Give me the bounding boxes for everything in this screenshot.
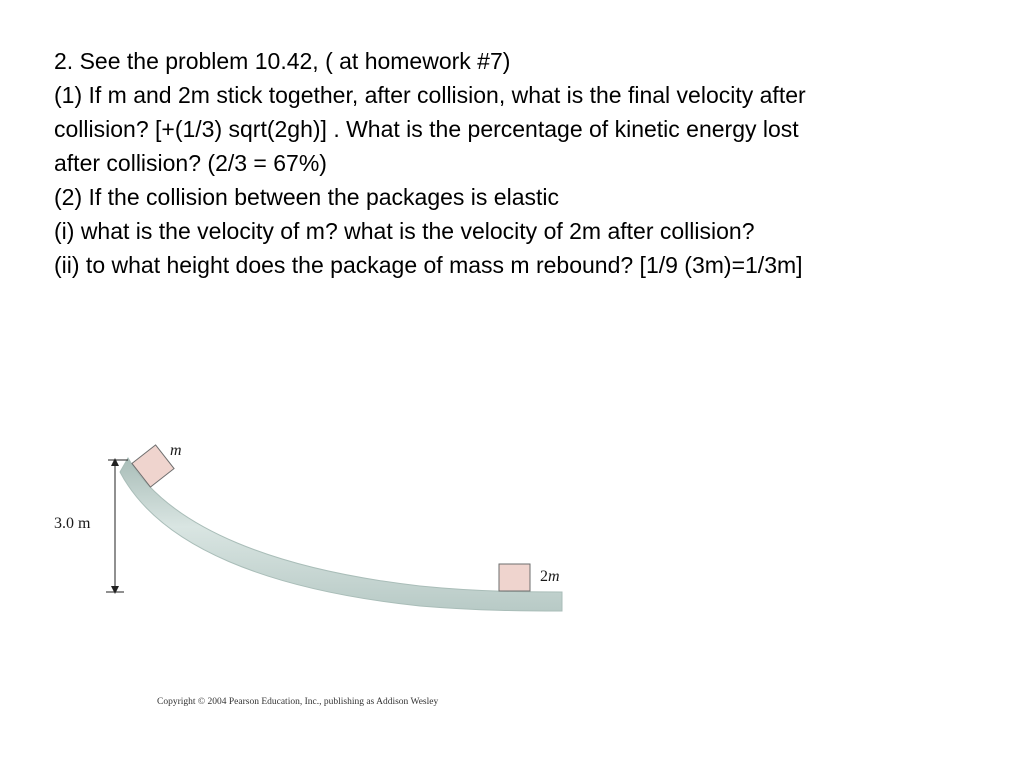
problem-line-1: 2. See the problem 10.42, ( at homework #7)	[54, 48, 511, 74]
problem-line-3: collision? [+(1/3) sqrt(2gh)] . What is the percentage of kinetic energy lost	[54, 116, 799, 142]
problem-text	[54, 44, 1004, 282]
problem-line-7: (ii) to what height does the package of mass m rebound? [1/9 (3m)=1/3m]	[54, 252, 803, 278]
mass-2m-label: 2m	[540, 568, 560, 585]
height-arrow-bottom	[111, 586, 119, 594]
copyright-text: Copyright © 2004 Pearson Education, Inc., publishing as Addison Wesley	[157, 697, 439, 707]
ramp-figure	[0, 420, 620, 720]
problem-line-6: (i) what is the velocity of m? what is the velocity of 2m after collision?	[54, 218, 755, 244]
height-label: 3.0 m	[54, 515, 91, 532]
curved-ramp	[120, 458, 562, 611]
ramp-diagram	[0, 420, 620, 720]
mass-m-label: m	[170, 442, 182, 459]
problem-line-5: (2) If the collision between the packages is elastic	[54, 184, 559, 210]
height-arrow-top	[111, 458, 119, 466]
mass-2m-box	[499, 564, 530, 591]
problem-line-2: (1) If m and 2m stick together, after collision, what is the final velocity after	[54, 82, 806, 108]
problem-line-4: after collision? (2/3 = 67%)	[54, 150, 327, 176]
